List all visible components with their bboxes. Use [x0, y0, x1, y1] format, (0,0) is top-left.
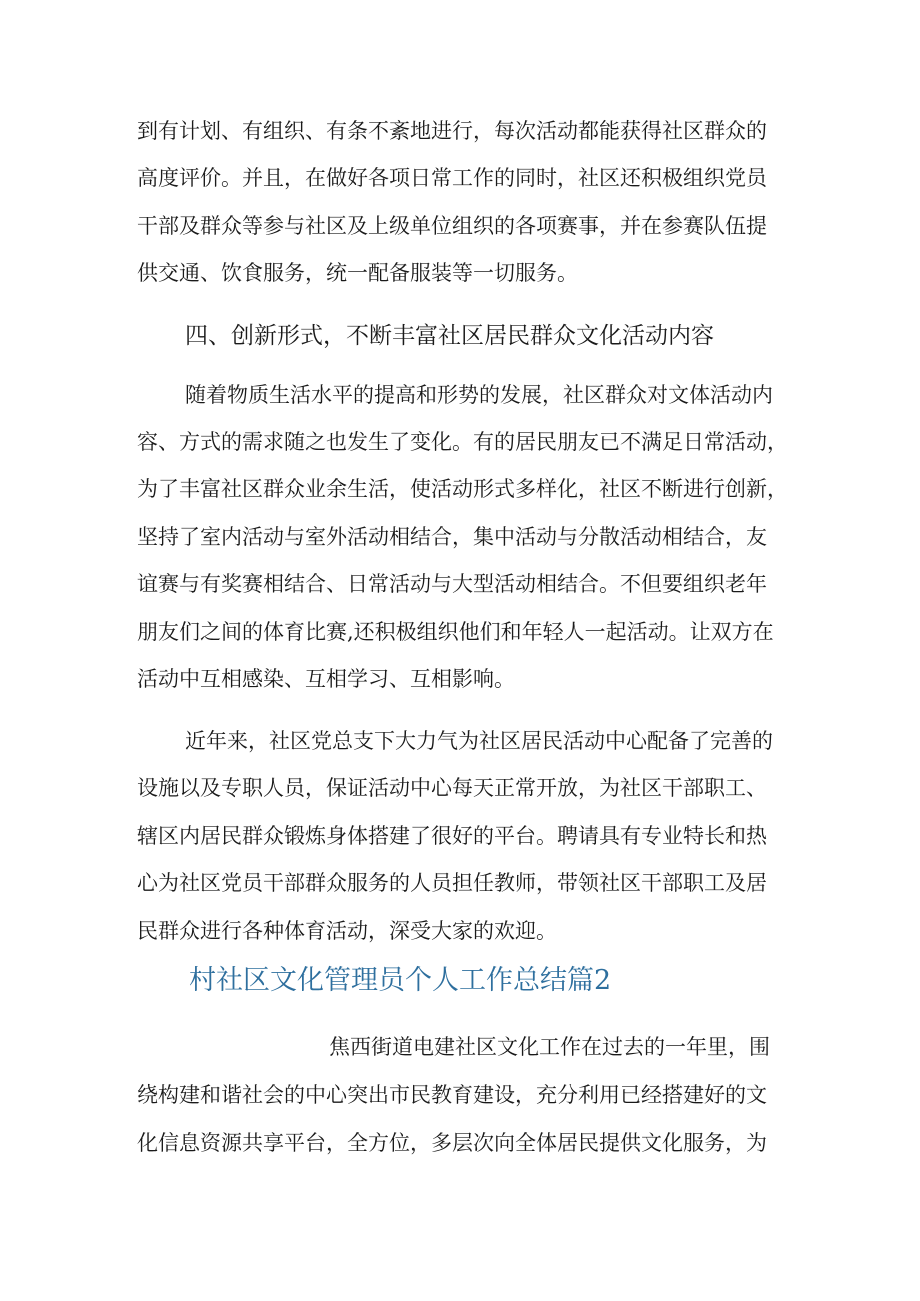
paragraph-line: 心为社区党员干部群众服务的人员担任教师，带领社区干部职工及居: [137, 871, 767, 895]
paragraph-line: 随着物质生活水平的提高和形势的发展，社区群众对文体活动内: [185, 383, 773, 407]
paragraph-line: 绕构建和谐社会的中心突出市民教育建设，充分利用已经搭建好的文: [137, 1083, 767, 1107]
paragraph-line: 到有计划、有组织、有条不紊地进行，每次活动都能获得社区群众的: [137, 119, 767, 143]
paragraph-line: 活动中互相感染、互相学习、互相影响。: [137, 667, 515, 691]
section-heading-four: 四、创新形式，不断丰富社区居民群众文化活动内容: [185, 323, 714, 349]
section-title: 村社区文化管理员个人工作总结篇2: [189, 965, 612, 996]
paragraph-line: 供交通、饮食服务，统一配备服装等一切服务。: [137, 261, 578, 285]
paragraph-line: 干部及群众等参与社区及上级单位组织的各项赛事，并在参赛队伍提: [137, 214, 767, 238]
paragraph-line: 设施以及专职人员，保证活动中心每天正常开放，为社区干部职工、: [137, 776, 767, 800]
paragraph-line: 近年来，社区党总支下大力气为社区居民活动中心配备了完善的: [185, 729, 773, 753]
paragraph-line: 民群众进行各种体育活动，深受大家的欢迎。: [137, 919, 557, 943]
paragraph-line: 朋友们之间的体育比赛,还积极组织他们和年轻人一起活动。让双方在: [137, 620, 774, 644]
paragraph-line: 高度评价。并且，在做好各项日常工作的同时，社区还积极组织党员: [137, 166, 767, 190]
paragraph-line: 化信息资源共享平台，全方位，多层次向全体居民提供文化服务，为: [137, 1131, 767, 1155]
paragraph-line: 辖区内居民群众锻炼身体搭建了很好的平台。聘请具有专业特长和热: [137, 824, 767, 848]
paragraph-line: 坚持了室内活动与室外活动相结合，集中活动与分散活动相结合，友: [137, 525, 767, 549]
paragraph-line: 为了丰富社区群众业余生活，使活动形式多样化，社区不断进行创新，: [137, 477, 788, 501]
paragraph-line: 谊赛与有奖赛相结合、日常活动与大型活动相结合。不但要组织老年: [137, 572, 767, 596]
paragraph-line: 焦西街道电建社区文化工作在过去的一年里，围: [329, 1035, 770, 1059]
paragraph-line: 容、方式的需求随之也发生了变化。有的居民朋友已不满足日常活动，: [137, 430, 788, 454]
